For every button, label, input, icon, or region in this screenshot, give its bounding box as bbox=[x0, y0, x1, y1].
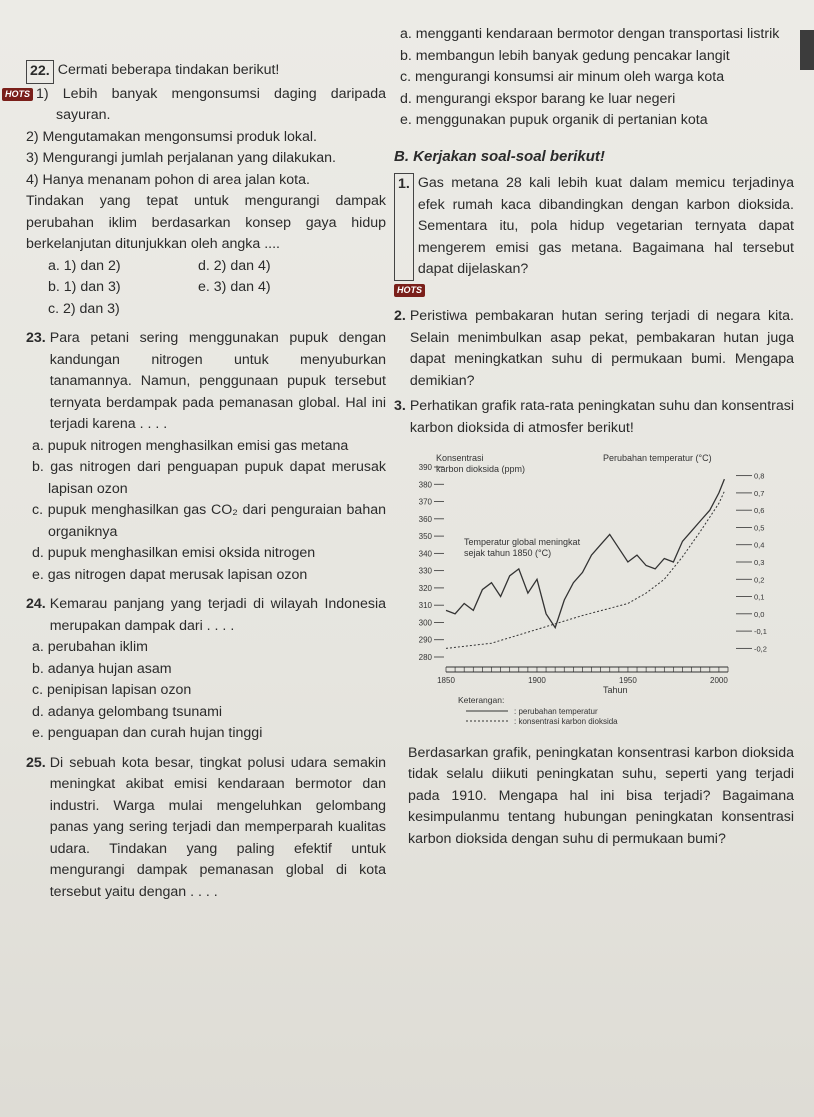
option-c[interactable]: c. penipisan lapisan ozon bbox=[32, 682, 192, 698]
option-a[interactable]: a. 1) dan 2) bbox=[48, 257, 121, 274]
option-c[interactable]: c. pupuk menghasilkan gas CO₂ dari penguraian bahan organiknya bbox=[32, 502, 386, 540]
right-tick-label: 0,5 bbox=[754, 523, 765, 533]
option-a[interactable]: a. pupuk nitrogen menghasilkan emisi gas metana bbox=[32, 437, 349, 454]
page-edge-tab bbox=[800, 30, 814, 70]
statement-item: 4) Hanya menanam pohon di area jalan kota. bbox=[26, 171, 310, 188]
x-axis-title: Tahun bbox=[603, 685, 628, 695]
x-tick-label: 1900 bbox=[528, 676, 546, 685]
legend-co2-label: konsentrasi karbon dioksida bbox=[518, 717, 618, 726]
option-b[interactable]: b. adanya hujan asam bbox=[32, 660, 172, 677]
answer-options bbox=[26, 256, 386, 321]
left-tick-label: 340 bbox=[418, 549, 432, 559]
question-number: 1. bbox=[394, 173, 414, 281]
option-e[interactable]: e. menggunakan pupuk organik di pertanian kota bbox=[400, 112, 708, 128]
left-tick-label: 370 bbox=[418, 497, 432, 507]
question-24 bbox=[26, 594, 386, 745]
question-23 bbox=[26, 328, 386, 586]
left-tick-label: 330 bbox=[418, 566, 432, 576]
option-d[interactable]: d. mengurangi ekspor barang ke luar negeri bbox=[400, 90, 676, 107]
option-b[interactable]: b. membangun lebih banyak gedung pencakar langit bbox=[400, 47, 730, 64]
temperature-co2-chart bbox=[398, 445, 794, 743]
question-text: Gas metana 28 kali lebih kuat dalam memicu terjadinya efek rumah kaca dibandingkan dengan karbon dioksida. Sementara itu, pola hidup vegetarian ternyata dapat mengerem emisi gas metana. Bagaimana hal tersebut dapat dijelaskan? bbox=[417, 175, 794, 277]
hots-badge: HOTS bbox=[394, 284, 425, 297]
option-d[interactable]: d. adanya gelombang tsunami bbox=[32, 703, 223, 720]
question-stem: Di sebuah kota besar, tingkat polusi udara semakin meningkat akibat emisi kendaraan bermotor dan industri. Warga mulai mengeluhkan gelombang panas yang sering terjadi dan memperparah kualitas udara. Tindakan yang paling efektif untuk mengurangi dampak pemanasan global di kota tersebut yaitu dengan . . . . bbox=[49, 754, 386, 900]
essay-1 bbox=[394, 173, 794, 302]
question-stem: Cermati beberapa tindakan berikut! bbox=[57, 62, 280, 78]
hots-badge: HOTS bbox=[2, 88, 33, 101]
inner-label-1: Temperatur global meningkat bbox=[464, 537, 581, 547]
right-tick-label: 0,6 bbox=[754, 506, 765, 516]
question-number: 23. bbox=[26, 330, 46, 346]
option-c[interactable]: c. mengurangi konsumsi air minum oleh warga kota bbox=[400, 69, 725, 85]
x-tick-label: 1850 bbox=[437, 676, 455, 685]
question-number: 24. bbox=[26, 596, 46, 612]
question-stem: Kemarau panjang yang terjadi di wilayah Indonesia merupakan dampak dari . . . . bbox=[49, 596, 386, 634]
right-tick-label: 0,0 bbox=[754, 609, 765, 619]
left-tick-label: 290 bbox=[418, 635, 432, 645]
legend-temperature-label: perubahan temperatur bbox=[518, 707, 598, 716]
essay-2 bbox=[394, 306, 794, 392]
right-tick-label: 0,1 bbox=[754, 592, 765, 602]
right-tick-label: 0,3 bbox=[754, 558, 765, 567]
right-tick-label: 0,8 bbox=[754, 471, 765, 481]
option-b[interactable]: b. 1) dan 3) bbox=[48, 279, 121, 295]
left-tick-label: 380 bbox=[418, 480, 432, 490]
question-number: 2. bbox=[394, 308, 406, 324]
question-text: Perhatikan grafik rata-rata peningkatan suhu dan konsentrasi karbon dioksida di atmosfer berikut! bbox=[409, 398, 794, 436]
left-axis-title-line1: Konsentrasi bbox=[436, 453, 484, 463]
right-tick-label: -0,1 bbox=[754, 627, 767, 637]
legend-title: Keterangan: bbox=[458, 695, 505, 705]
left-tick-label: 300 bbox=[418, 618, 432, 628]
right-tick-label: 0,2 bbox=[754, 575, 765, 585]
statement-item: 2) Mengutamakan mengonsumsi produk lokal. bbox=[26, 128, 317, 145]
option-e[interactable]: e. 3) dan 4) bbox=[198, 279, 271, 295]
x-axis bbox=[437, 667, 728, 685]
left-tick-label: 310 bbox=[418, 601, 432, 611]
left-column bbox=[5, 60, 386, 907]
statement-list bbox=[36, 84, 386, 127]
section-b-title: B. Kerjakan soal-soal berikut! bbox=[394, 147, 605, 165]
co2-series-line bbox=[446, 491, 724, 648]
left-tick-label: 320 bbox=[418, 583, 432, 593]
right-tick-label: -0,2 bbox=[754, 644, 767, 654]
question-number: 3. bbox=[394, 398, 406, 414]
question-prompt: Tindakan yang tepat untuk mengurangi dampak perubahan iklim berdasarkan konsep gaya hidup berkelanjutan ditunjukkan oleh angka .... bbox=[26, 193, 386, 252]
question-text: Peristiwa pembakaran hutan sering terjadi di negara kita. Selain menimbulkan asap pekat, pembakaran hutan juga dapat meningkatkan suhu di permukaan bumi. Mengapa demikian? bbox=[409, 308, 794, 389]
left-tick-label: 280 bbox=[418, 653, 432, 662]
statement-item: 3) Mengurangi jumlah perjalanan yang dilakukan. bbox=[26, 150, 336, 166]
question-stem: Para petani sering menggunakan pupuk dengan kandungan nitrogen untuk menyuburkan tanamannya. Namun, penggunaan pupuk tersebut ternyata berdampak pada pemanasan global. Hal ini terjadi karena . . . . bbox=[49, 330, 386, 432]
inner-label-2: sejak tahun 1850 (°C) bbox=[464, 548, 552, 558]
question-number: 25. bbox=[26, 754, 46, 771]
question-number: 22. bbox=[26, 60, 54, 84]
right-column bbox=[394, 24, 794, 854]
x-tick-label: 1950 bbox=[619, 676, 637, 685]
question-22 bbox=[5, 60, 386, 320]
option-d[interactable]: d. pupuk menghasilkan emisi oksida nitrogen bbox=[32, 545, 316, 561]
legend-temperature: : perubahan temperatur bbox=[514, 707, 598, 716]
right-tick-label: 0,7 bbox=[754, 488, 765, 498]
option-d[interactable]: d. 2) dan 4) bbox=[198, 257, 271, 274]
essay-3 bbox=[394, 396, 794, 850]
x-tick-label: 2000 bbox=[710, 676, 728, 685]
question-25 bbox=[26, 753, 386, 904]
statement-item: 1) Lebih banyak mengonsumsi daging daripada sayuran. bbox=[36, 85, 386, 123]
legend-co2: : konsentrasi karbon dioksida bbox=[514, 717, 618, 726]
right-axis bbox=[736, 472, 767, 654]
option-a[interactable]: a. mengganti kendaraan bermotor dengan transportasi listrik bbox=[400, 26, 780, 42]
chart-svg bbox=[398, 445, 778, 735]
right-tick-label: 0,4 bbox=[754, 540, 765, 550]
option-b[interactable]: b. gas nitrogen dari penguapan pupuk dapat merusak lapisan ozon bbox=[32, 459, 386, 497]
left-tick-label: 350 bbox=[418, 532, 432, 542]
option-e[interactable]: e. gas nitrogen dapat merusak lapisan ozon bbox=[32, 566, 308, 583]
left-tick-label: 390 bbox=[418, 463, 432, 472]
option-a[interactable]: a. perubahan iklim bbox=[32, 639, 148, 655]
left-axis bbox=[419, 463, 444, 662]
right-axis-title: Perubahan temperatur (°C) bbox=[603, 453, 712, 463]
option-c[interactable]: c. 2) dan 3) bbox=[48, 300, 120, 317]
option-e[interactable]: e. penguapan dan curah hujan tinggi bbox=[32, 725, 263, 741]
left-axis-title-line2: karbon dioksida (ppm) bbox=[436, 464, 526, 474]
essay-3-followup: Berdasarkan grafik, peningkatan konsentrasi karbon dioksida tidak selalu diikuti peningkatan suhu, seperti yang terjadi pada 1910. Mengapa hal ini bisa terjadi? Bagaimana kesimpulanmu tentang hubungan peningkatan konsentrasi karbon dioksida dengan suhu di permukaan bumi? bbox=[408, 744, 794, 847]
left-tick-label: 360 bbox=[418, 514, 432, 524]
